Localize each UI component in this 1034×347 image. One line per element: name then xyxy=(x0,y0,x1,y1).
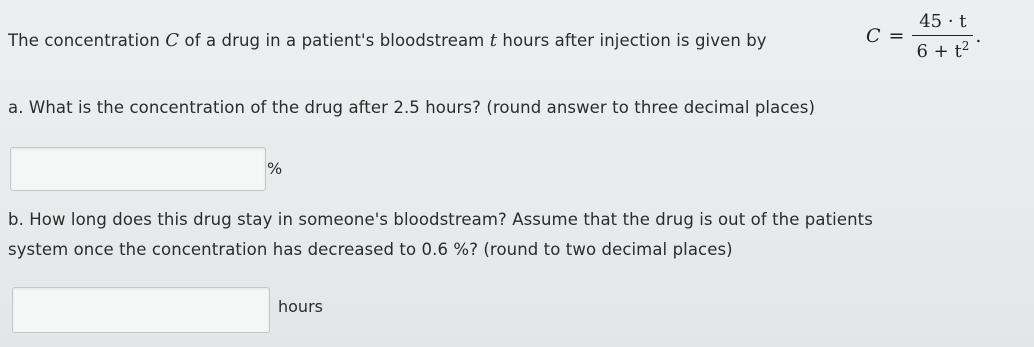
concentration-formula xyxy=(866,6,981,66)
intro-text-3: hours after injection is given by xyxy=(502,31,767,50)
formula-period: . xyxy=(975,25,982,47)
formula-denominator: $6 + t^2$ xyxy=(912,35,973,62)
question-b-text-line-1: b. How long does this drug stay in someone's bloodstream? Assume that the drug is out of the patients xyxy=(8,210,873,229)
formula-numerator: 45 · t xyxy=(919,10,967,32)
intro-text-1: The concentration xyxy=(8,31,160,50)
answer-a-input[interactable] xyxy=(10,147,266,191)
answer-a-unit: % xyxy=(267,159,283,178)
variable-c: C xyxy=(165,30,180,51)
formula-exponent: 2 xyxy=(961,38,970,53)
formula-equals: = xyxy=(888,25,905,47)
answer-b-input[interactable] xyxy=(12,287,270,333)
question-a-text: a. What is the concentration of the drug after 2.5 hours? (round answer to three decimal places) xyxy=(8,98,815,117)
intro-text-2: of a drug in a patient's bloodstream xyxy=(184,31,485,50)
formula-lhs: C xyxy=(866,25,881,47)
intro-line xyxy=(8,30,767,51)
variable-t: t xyxy=(489,30,498,51)
formula-fraction xyxy=(912,11,973,62)
question-b-text-line-2: system once the concentration has decreased to 0.6 %? (round to two decimal places) xyxy=(8,240,733,259)
answer-b-unit: hours xyxy=(278,297,323,316)
